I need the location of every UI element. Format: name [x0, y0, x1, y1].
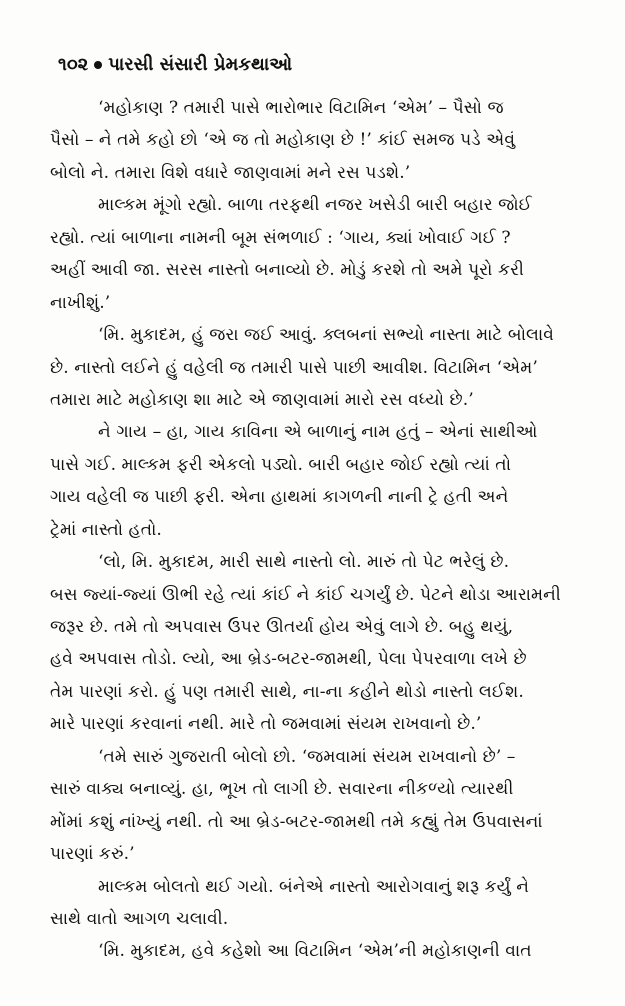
text-line: પૈસો – ને તમે કહો છો ‘એ જ તો મહોકાણ છે !’ કાંઈ સમજ પડે એવું — [50, 130, 516, 151]
text-line: તેમ પારણાં કરો. હું પણ તમારી સાથે, ના-ના કહીને થોડો નાસ્તો લઈશ. — [50, 681, 524, 702]
text-line: માલ્કમ મૂંગો રહ્યો. બાળા તરફથી નજર ખસેડી બારી બહાર જોઈ — [98, 195, 532, 216]
text-line: મારે પારણાં કરવાનાં નથી. મારે તો જમવામાં સંયમ રાખવાનો છે.’ — [50, 714, 482, 735]
text-line: ‘મિ. મુકાદમ, હવે કહેશો આ વિટામિન ‘એમ’ની મહોકાણની વાત — [98, 941, 532, 962]
text-line: પારણાં કરું.’ — [50, 844, 135, 865]
text-line: રહ્યો. ત્યાં બાળાના નામની બૂમ સંભળાઈ : ‘ગાય, ક્યાં ખોવાઈ ગઈ ? — [50, 227, 511, 248]
text-line: સારું વાક્ય બનાવ્યું. હા, ભૂખ તો લાગી છે. સવારના નીકળ્યો ત્યારથી — [50, 779, 514, 800]
text-line: તમારા માટે મહોકાણ શા માટે એ જાણવામાં મારો રસ વધ્યો છે.’ — [50, 389, 474, 410]
text-line: અહીં આવી જા. સરસ નાસ્તો બનાવ્યો છે. મોડું કરશે તો અમે પૂરો કરી — [50, 260, 524, 281]
text-line: ગાય વહેલી જ પાછી ફરી. એના હાથમાં કાગળની નાની ટ્રે હતી અને — [50, 487, 509, 508]
text-line: ‘મહોકાણ ? તમારી પાસે ભારોભાર વિટામિન ‘એમ’ – પૈસો જ — [98, 98, 504, 118]
text-line: છે. નાસ્તો લઈને હું વહેલી જ તમારી પાસે પાછી આવીશ. વિટામિન ‘એમ’ — [50, 357, 538, 378]
page-number: ૧૦૨ — [58, 54, 89, 75]
text-line: જરૂર છે. તમે તો અપવાસ ઉપર ઊતર્યા હોય એવું લાગે છે. બહુ થયું, — [50, 617, 514, 637]
text-line: માલ્કમ બોલતો થઈ ગયો. બંનેએ નાસ્તો આરોગવાનું શરૂ કર્યું ને — [98, 876, 530, 897]
text-line: ‘લો, મિ. મુકાદમ, મારી સાથે નાસ્તો લો. મારું તો પેટ ભરેલું છે. — [98, 552, 510, 573]
book-title: પારસી સંસારી પ્રેમકથાઓ — [108, 54, 293, 75]
text-line: હવે અપવાસ તોડો. લ્યો, આ બ્રેડ-બટર-જામથી, પેલા પેપરવાળા લખે છે — [50, 649, 527, 670]
text-line: ‘તમે સારું ગુજરાતી બોલો છો. ‘જમવામાં સંયમ રાખવાનો છે’ – — [98, 746, 516, 767]
bullet-separator-icon — [94, 61, 102, 69]
text-line: બોલો ને. તમારા વિશે વધારે જાણવામાં મને રસ પડશે.’ — [50, 162, 411, 183]
text-line: સાથે વાતો આગળ ચલાવી. — [50, 908, 229, 929]
text-line: બસ જ્યાં-જ્યાં ઊભી રહે ત્યાં કાંઈ ને કાંઈ ચગર્યું છે. પેટને થોડા આરામની — [50, 584, 561, 605]
text-line: મોંમાં કશું નાંખ્યું નથી. તો આ બ્રેડ-બટર-જામથી તમે કહ્યું તેમ ઉપવાસનાં — [50, 811, 543, 832]
text-line: નાખીશું.’ — [50, 292, 111, 313]
page-body-text — [50, 92, 578, 968]
running-header — [58, 54, 292, 75]
text-line: ને ગાય – હા, ગાય કાવિના એ બાળાનું નામ હતું – એનાં સાથીઓ — [98, 422, 538, 443]
text-line: ટ્રેમાં નાસ્તો હતો. — [50, 519, 162, 540]
text-line: ‘મિ. મુકાદમ, હું જરા જઈ આવું. ક્લબનાં સભ્યો નાસ્તા માટે બોલાવે — [98, 325, 554, 346]
text-line: પાસે ગઈ. માલ્કમ ફરી એકલો પડ્યો. બારી બહાર જોઈ રહ્યો ત્યાં તો — [50, 454, 511, 475]
